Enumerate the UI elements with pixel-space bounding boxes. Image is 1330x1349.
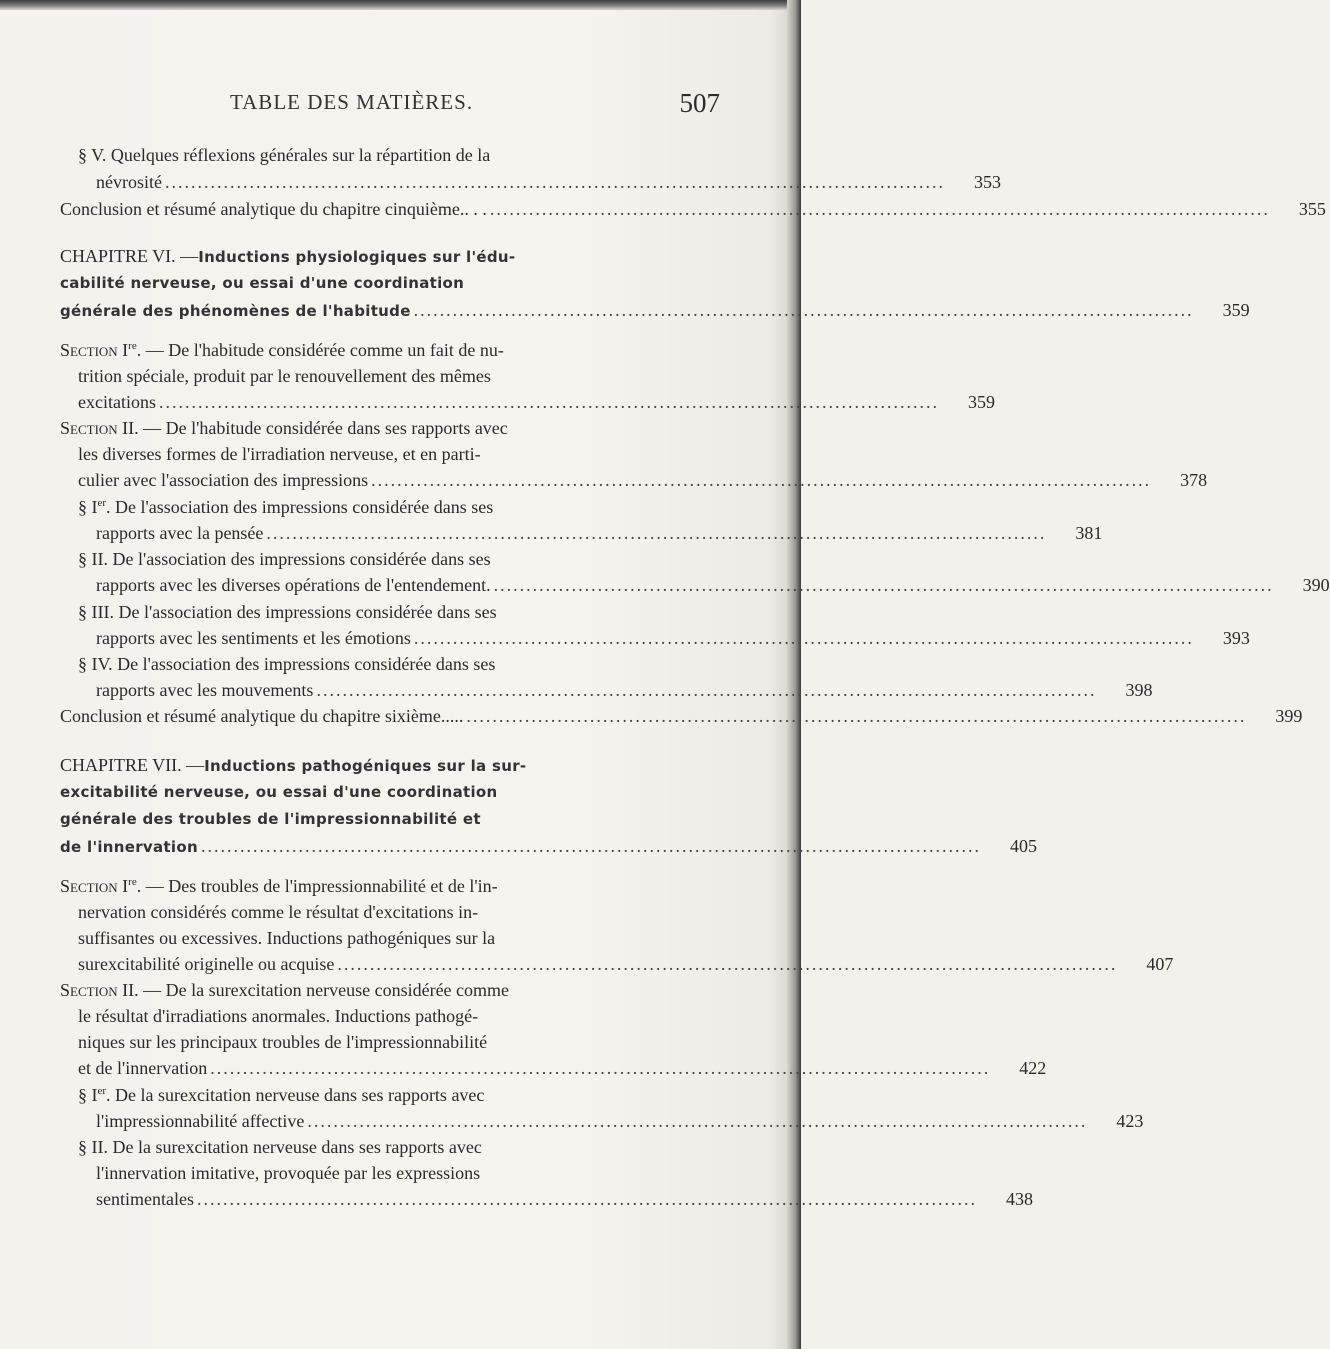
leader-dots: ........................................................................................................................ [266, 523, 1047, 543]
leader-dots: ........................................................................................................................ [371, 470, 1152, 490]
toc-entry-line: suffisantes ou excessives. Inductions pathogéniques sur la [78, 928, 496, 948]
toc-entry-line: § IV. De l'association des impressions considérée dans ses [78, 654, 496, 674]
toc-entry-line: Section Ire. — De l'habitude considérée comme un fait de nu- [60, 340, 504, 360]
toc-entry-line: névrosité ........................................................................................................................ 353 [96, 169, 710, 195]
chapter-heading-line: CHAPITRE VII. — Inductions pathogéniques sur la sur- [60, 755, 527, 775]
leader-dots: ........................................................................................................................ [316, 680, 1097, 700]
toc-entry-line: l'impressionnabilité affective ........................................................................................................................ 423 [96, 1108, 710, 1134]
leader-dots: ........................................................................................................................ [158, 392, 939, 412]
toc-entry-line: § Ier. De la surexcitation nerveuse dans ses rapports avec [78, 1085, 485, 1105]
toc-page-number: 438 [1005, 1189, 1033, 1209]
leader-dots: ........................................................................................................................ [489, 199, 1270, 219]
toc-page-number: 405 [1009, 836, 1037, 856]
chapter-heading-line: CHAPITRE VI. — Inductions physiologiques sur l'édu- [60, 246, 516, 266]
chapter-heading-line: générale des phénomènes de l'habitude ........................................................................................................................ 359 [60, 297, 710, 323]
leader-dots: ........................................................................................................................ [210, 1058, 991, 1078]
toc-entry-line: § V. Quelques réflexions générales sur la répartition de la [78, 145, 491, 165]
leader-dots: ........................................................................................................................ [413, 628, 1194, 648]
toc-entry-line: sentimentales ........................................................................................................................ 438 [96, 1186, 710, 1212]
running-head [60, 88, 720, 120]
chapter-heading-line: générale des troubles de l'impressionnabilité et [60, 810, 481, 828]
toc-page-number: 359 [967, 392, 995, 412]
toc-page-number: 393 [1222, 628, 1250, 648]
toc-entry-line: Conclusion et résumé analytique du chapitre cinquième.. . . ........................................................................................................................ 355 [60, 196, 710, 222]
toc-entry-line: § Ier. De l'association des impressions considérée dans ses [78, 497, 494, 517]
toc-page-number: 407 [1146, 954, 1174, 974]
leader-dots: ........................................................................................................................ [196, 1189, 977, 1209]
toc-entry-line: culier avec l'association des impressions ........................................................................................................................ 378 [78, 467, 710, 493]
toc-entry-line: niques sur les principaux troubles de l'impressionnabilité [78, 1032, 488, 1052]
toc-entry-line: § II. De la surexcitation nerveuse dans ses rapports avec [78, 1137, 482, 1157]
toc-page-number: 399 [1275, 706, 1303, 726]
toc-entry-line: Section II. — De l'habitude considérée dans ses rapports avec [60, 418, 508, 438]
leader-dots: ........................................................................................................................ [200, 836, 981, 856]
leader-dots: ........................................................................................................................ [493, 575, 1274, 595]
toc-entry-line: nervation considérés comme le résultat d'excitations in- [78, 902, 479, 922]
toc-entry-line: les diverses formes de l'irradiation nerveuse, et en parti- [78, 444, 481, 464]
toc-entry-line: et de l'innervation ........................................................................................................................ 422 [78, 1055, 710, 1081]
leader-dots: ........................................................................................................................ [466, 706, 1247, 726]
toc-entry-line: excitations ........................................................................................................................ 359 [78, 389, 710, 415]
toc-page-number: 353 [973, 172, 1001, 192]
toc-entry-line: Section II. — De la surexcitation nerveuse considérée comme [60, 980, 510, 1000]
toc-entry-line: rapports avec les diverses opérations de l'entendement. ........................................................................................................................ 390 [96, 572, 710, 598]
toc-entry-line: rapports avec les mouvements ........................................................................................................................ 398 [96, 677, 710, 703]
toc-page-number: 390 [1302, 575, 1330, 595]
toc-page-number: 398 [1125, 680, 1153, 700]
leader-dots: ........................................................................................................................ [164, 172, 945, 192]
toc-page-number: 381 [1075, 523, 1103, 543]
running-head-title: TABLE DES MATIÈRES. [230, 90, 474, 114]
toc-page-number: 422 [1019, 1058, 1047, 1078]
toc-entry-line: surexcitabilité originelle ou acquise ........................................................................................................................ 407 [78, 951, 710, 977]
toc-entry-line: Section Ire. — Des troubles de l'impressionnabilité et de l'in- [60, 876, 498, 896]
toc-page-number: 423 [1116, 1111, 1144, 1131]
chapter-heading-line: excitabilité nerveuse, ou essai d'une coordination [60, 783, 498, 801]
page-content [60, 0, 1330, 1349]
running-head-page-number: 507 [679, 88, 720, 118]
toc-entry-line: trition spéciale, produit par le renouvellement des mêmes [78, 366, 491, 386]
toc-entry-line: Conclusion et résumé analytique du chapitre sixième..... ........................................................................................................................ 399 [60, 703, 710, 729]
leader-dots: ........................................................................................................................ [337, 954, 1118, 974]
toc-entry-line: le résultat d'irradiations anormales. Inductions pathogé- [78, 1006, 479, 1026]
chapter-heading-line: de l'innervation ........................................................................................................................ 405 [60, 833, 710, 859]
chapter-heading-line: cabilité nerveuse, ou essai d'une coordination [60, 274, 465, 292]
toc-entry-line: l'innervation imitative, provoquée par les expressions [96, 1163, 481, 1183]
toc-page-number: 355 [1298, 199, 1326, 219]
leader-dots: ........................................................................................................................ [413, 300, 1194, 320]
toc-entry-line: § III. De l'association des impressions considérée dans ses [78, 602, 497, 622]
leader-dots: ........................................................................................................................ [307, 1111, 1088, 1131]
toc-entry-line: rapports avec les sentiments et les émotions ........................................................................................................................ 393 [96, 625, 710, 651]
toc-entry-line: rapports avec la pensée ........................................................................................................................ 381 [96, 520, 710, 546]
toc-page-number: 359 [1222, 300, 1250, 320]
toc-entry-line: § II. De l'association des impressions considérée dans ses [78, 549, 491, 569]
toc-page-number: 378 [1180, 470, 1208, 490]
